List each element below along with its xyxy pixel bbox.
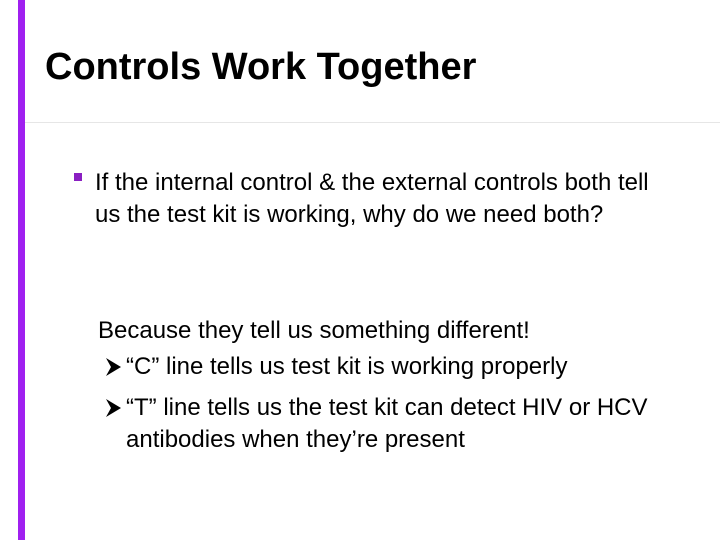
arrowhead-bullet-icon [104,392,126,424]
square-bullet-icon [74,173,82,181]
sub-point-text: “C” line tells us test kit is working properly [126,353,568,380]
arrowhead-bullet-icon [104,351,126,383]
title-divider [25,122,720,123]
answer-text: Because they tell us something different! [98,317,530,344]
sub-point-text: “T” line tells us the test kit can detect HIV or HCV antibodies when they’re present [126,394,648,453]
accent-bar [18,0,25,540]
slide-title: Controls Work Together [45,46,477,88]
bullet-text: If the internal control & the external controls both tell us the test kit is working, why do we need both? [95,169,649,228]
